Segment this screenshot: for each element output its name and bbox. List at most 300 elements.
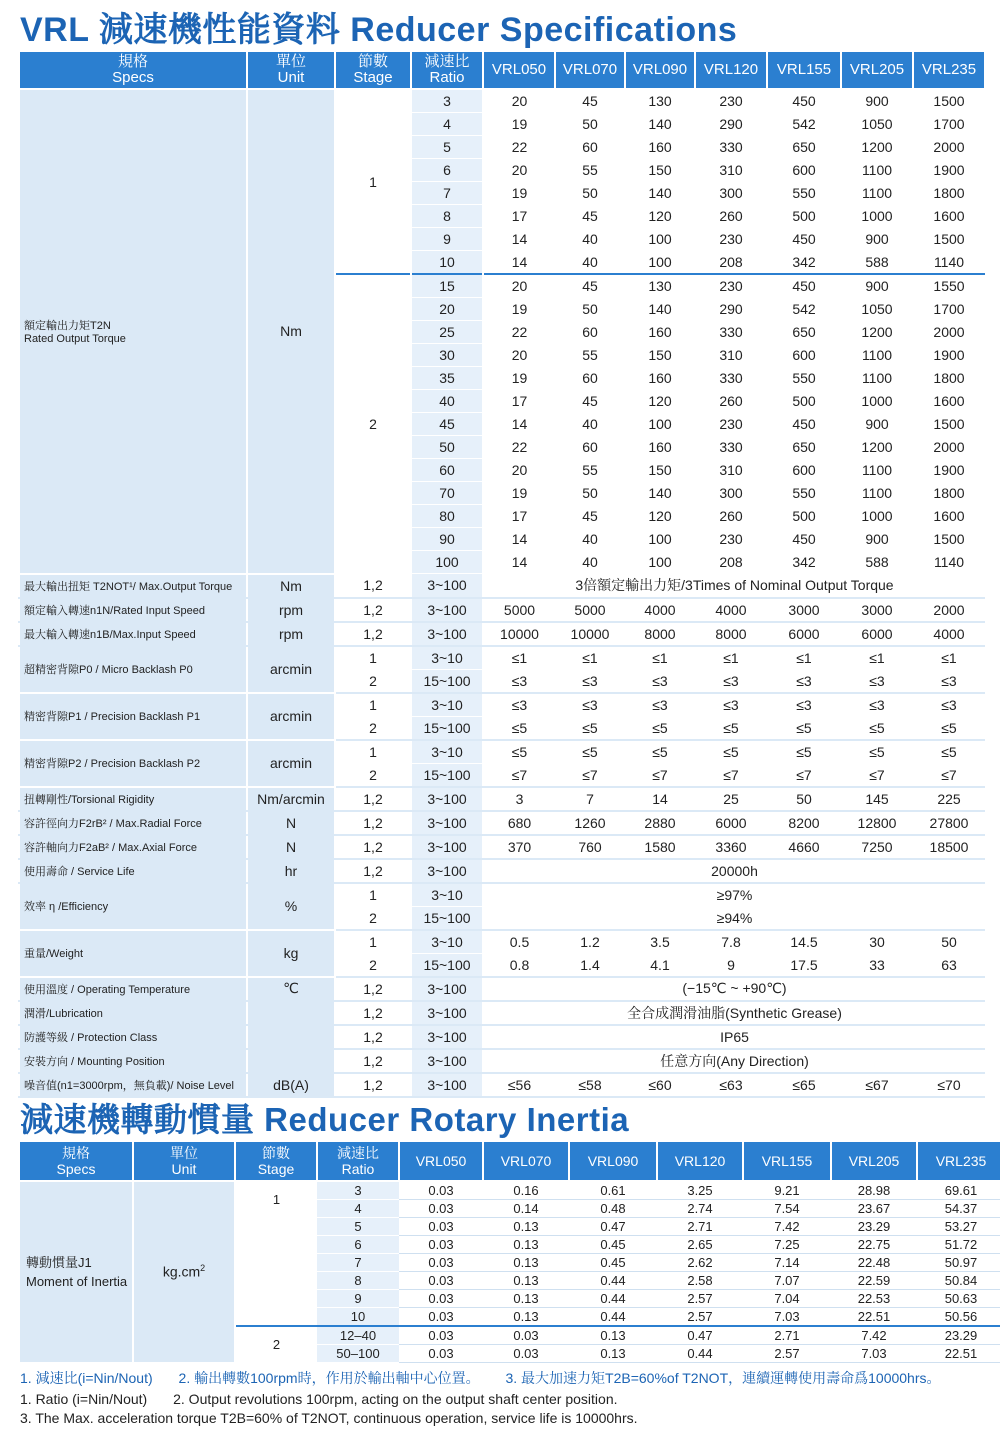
value-cell: 8000 xyxy=(625,622,695,646)
value-cell: ≤1 xyxy=(695,646,767,670)
value-cell: 100 xyxy=(625,413,695,436)
value-cell: 2.57 xyxy=(657,1290,743,1308)
stage-cell: 1,2 xyxy=(335,859,411,883)
value-cell: 3 xyxy=(483,787,555,811)
value-cell: ≤5 xyxy=(841,716,913,740)
ratio-cell: 15 xyxy=(411,274,483,298)
stage-cell: 1 xyxy=(335,693,411,717)
value-cell: 310 xyxy=(695,459,767,482)
ratio-cell: 70 xyxy=(411,482,483,505)
stage-cell: 1,2 xyxy=(335,977,411,1001)
value-cell: 50.97 xyxy=(917,1254,1000,1272)
value-cell: 2.71 xyxy=(743,1326,831,1345)
value-cell: 330 xyxy=(695,321,767,344)
value-cell: 1500 xyxy=(913,413,985,436)
value-cell: 140 xyxy=(625,182,695,205)
stage-cell: 2 xyxy=(335,669,411,693)
value-cell: 1900 xyxy=(913,159,985,182)
ratio-cell: 5 xyxy=(317,1218,399,1236)
value-cell: ≤1 xyxy=(767,646,841,670)
value-cell: 27800 xyxy=(913,811,985,835)
inertia-title: 減速機轉動慣量 Reducer Rotary Inertia xyxy=(20,1101,630,1138)
value-cell: 2000 xyxy=(913,436,985,459)
ratio-cell: 6 xyxy=(317,1236,399,1254)
value-cell: 1100 xyxy=(841,482,913,505)
value-cell: 542 xyxy=(767,113,841,136)
table-row xyxy=(19,859,985,883)
value-cell: 2.74 xyxy=(657,1200,743,1218)
value-cell: 22 xyxy=(483,321,555,344)
protection-label: 防護等級 / Protection Class xyxy=(19,1025,247,1049)
header-specs: 規格 Specs xyxy=(19,51,247,89)
note: 3. 最大加速力矩T2B=60%of T2NOT，連續運轉使用壽命爲10000hrs。 xyxy=(505,1370,941,1386)
value-cell: 7 xyxy=(555,787,625,811)
value-cell: 0.03 xyxy=(399,1236,483,1254)
unit-superscript: 2 xyxy=(200,1263,206,1274)
value-cell: 1900 xyxy=(913,344,985,367)
ratio-cell: 3~100 xyxy=(411,1001,483,1025)
value-cell: 0.44 xyxy=(569,1290,657,1308)
value-cell: 10000 xyxy=(483,622,555,646)
value-cell: 0.44 xyxy=(657,1345,743,1363)
unit-cell: Nm/arcmin xyxy=(247,787,335,811)
value-cell: 50.63 xyxy=(917,1290,1000,1308)
value-cell: ≤7 xyxy=(695,763,767,787)
ratio-cell: 3~100 xyxy=(411,859,483,883)
value-cell: 3360 xyxy=(695,835,767,859)
value-cell: 45 xyxy=(555,505,625,528)
value-cell: 100 xyxy=(625,528,695,551)
value-cell: 900 xyxy=(841,274,913,298)
value-cell: 260 xyxy=(695,390,767,413)
value-cell: 500 xyxy=(767,505,841,528)
value-cell: 25 xyxy=(695,787,767,811)
stage-cell-blank xyxy=(235,1218,317,1327)
value-cell: 230 xyxy=(695,89,767,113)
value-cell: 4.1 xyxy=(625,953,695,977)
value-cell: 140 xyxy=(625,298,695,321)
value-cell: 230 xyxy=(695,274,767,298)
ratio-cell: 100 xyxy=(411,551,483,574)
value-cell: 160 xyxy=(625,136,695,159)
ratio-cell: 6 xyxy=(411,159,483,182)
value-cell: 550 xyxy=(767,482,841,505)
value-cell: 19 xyxy=(483,113,555,136)
value-cell: 310 xyxy=(695,159,767,182)
table-row xyxy=(19,574,985,598)
value-cell: 290 xyxy=(695,298,767,321)
value-cell: ≤3 xyxy=(695,669,767,693)
value-cell: 23.29 xyxy=(917,1326,1000,1345)
value-cell: 22.51 xyxy=(831,1308,917,1327)
value-cell: ≤1 xyxy=(841,646,913,670)
value-cell: 1100 xyxy=(841,182,913,205)
value-cell: 330 xyxy=(695,367,767,390)
value-cell: 3.25 xyxy=(657,1181,743,1200)
value-cell: 0.13 xyxy=(483,1308,569,1327)
ratio-cell: 45 xyxy=(411,413,483,436)
rated-input-speed-label: 額定輸入轉速n1N/Rated Input Speed xyxy=(19,598,247,622)
value-cell: 150 xyxy=(625,159,695,182)
value-cell: 12800 xyxy=(841,811,913,835)
ratio-cell: 15~100 xyxy=(411,716,483,740)
value-cell: 1600 xyxy=(913,390,985,413)
value-cell: ≤1 xyxy=(483,646,555,670)
value-cell: 4660 xyxy=(767,835,841,859)
value-cell: 1800 xyxy=(913,482,985,505)
value-cell: 260 xyxy=(695,205,767,228)
ratio-cell: 3~10 xyxy=(411,883,483,907)
ratio-cell: 40 xyxy=(411,390,483,413)
value-cell: 140 xyxy=(625,113,695,136)
value-cell: 40 xyxy=(555,228,625,251)
value-cell: ≤1 xyxy=(625,646,695,670)
value-cell: 4000 xyxy=(695,598,767,622)
value-cell: 1600 xyxy=(913,505,985,528)
note: 1. 減速比(i=Nin/Nout) xyxy=(20,1370,153,1386)
value-cell: 1000 xyxy=(841,205,913,228)
value-cell: 45 xyxy=(555,274,625,298)
header-model: VRL155 xyxy=(767,51,841,89)
value-cell: 3.5 xyxy=(625,930,695,954)
value-cell: ≤3 xyxy=(767,669,841,693)
value-cell: 22.59 xyxy=(831,1272,917,1290)
value-cell: 208 xyxy=(695,551,767,574)
table-row xyxy=(19,883,985,907)
unit-cell: Nm xyxy=(247,574,335,598)
value-cell: 330 xyxy=(695,136,767,159)
stage-cell: 1,2 xyxy=(335,1073,411,1097)
value-cell: 450 xyxy=(767,413,841,436)
value-cell: 40 xyxy=(555,413,625,436)
value-cell: 1140 xyxy=(913,551,985,574)
value-cell: ≤7 xyxy=(483,763,555,787)
torsional-rigidity-label: 扭轉剛性/Torsional Rigidity xyxy=(19,787,247,811)
value-cell: 51.72 xyxy=(917,1236,1000,1254)
unit-cell: N xyxy=(247,811,335,835)
value-cell: 33 xyxy=(841,953,913,977)
ratio-cell: 3 xyxy=(317,1181,399,1200)
value-cell: 69.61 xyxy=(917,1181,1000,1200)
value-cell: 0.03 xyxy=(399,1181,483,1200)
value-cell: 2.62 xyxy=(657,1254,743,1272)
value-cell: 7.04 xyxy=(743,1290,831,1308)
value-cell: 1500 xyxy=(913,228,985,251)
value-cell: ≤58 xyxy=(555,1073,625,1097)
value-cell: 1200 xyxy=(841,321,913,344)
table-row xyxy=(19,977,985,1001)
value-cell: 55 xyxy=(555,459,625,482)
unit-cell xyxy=(247,1049,335,1073)
value-cell: 23.29 xyxy=(831,1218,917,1236)
table-row xyxy=(19,1025,985,1049)
header-stage: 節數 Stage xyxy=(235,1141,317,1181)
value-cell: 63 xyxy=(913,953,985,977)
value-cell: 1700 xyxy=(913,298,985,321)
ratio-cell: 15~100 xyxy=(411,763,483,787)
value-cell: 50 xyxy=(767,787,841,811)
value-cell: 53.27 xyxy=(917,1218,1000,1236)
value-cell: 7.54 xyxy=(743,1200,831,1218)
value-cell: ≤1 xyxy=(555,646,625,670)
value-cell: 2.57 xyxy=(743,1345,831,1363)
value-cell: 7.42 xyxy=(831,1326,917,1345)
value-cell: 2880 xyxy=(625,811,695,835)
value-cell: 7.8 xyxy=(695,930,767,954)
value-cell: 60 xyxy=(555,136,625,159)
value-cell: 3倍額定輸出力矩/3Times of Nominal Output Torque xyxy=(483,574,985,598)
value-cell: 0.03 xyxy=(399,1345,483,1363)
value-cell: ≤5 xyxy=(555,716,625,740)
value-cell: 20 xyxy=(483,344,555,367)
value-cell: 450 xyxy=(767,274,841,298)
ratio-cell: 8 xyxy=(317,1272,399,1290)
value-cell: 6000 xyxy=(841,622,913,646)
value-cell: (−15℃ ~ +90℃) xyxy=(483,977,985,1001)
inertia-label-en: Moment of Inertia xyxy=(26,1273,128,1289)
value-cell: 1000 xyxy=(841,505,913,528)
value-cell: 0.03 xyxy=(483,1345,569,1363)
notes-chinese xyxy=(20,1368,963,1388)
value-cell: ≤3 xyxy=(767,693,841,717)
value-cell: 50 xyxy=(555,298,625,321)
value-cell: 19 xyxy=(483,298,555,321)
ratio-cell: 15~100 xyxy=(411,953,483,977)
noise-level-label: 噪音值(n1=3000rpm，無負載)/ Noise Level xyxy=(19,1073,247,1097)
value-cell: 5000 xyxy=(555,598,625,622)
spec-label-rated-torque xyxy=(19,89,247,574)
value-cell: 100 xyxy=(625,228,695,251)
ratio-cell: 3~100 xyxy=(411,1025,483,1049)
value-cell: IP65 xyxy=(483,1025,985,1049)
header-model: VRL155 xyxy=(743,1141,831,1181)
unit-cell xyxy=(247,1001,335,1025)
unit-cell xyxy=(247,1025,335,1049)
table-row xyxy=(19,835,985,859)
ratio-cell: 90 xyxy=(411,528,483,551)
value-cell: 1100 xyxy=(841,367,913,390)
value-cell: 50.56 xyxy=(917,1308,1000,1327)
value-cell: 23.67 xyxy=(831,1200,917,1218)
value-cell: 60 xyxy=(555,321,625,344)
value-cell: 140 xyxy=(625,482,695,505)
value-cell: 50 xyxy=(555,113,625,136)
header-ratio: 減速比 Ratio xyxy=(411,51,483,89)
stage-cell: 1,2 xyxy=(335,574,411,598)
value-cell: 20 xyxy=(483,459,555,482)
header-unit: 單位 Unit xyxy=(133,1141,235,1181)
backlash-p2-label: 精密背隙P2 / Precision Backlash P2 xyxy=(19,740,247,787)
header-model: VRL205 xyxy=(831,1141,917,1181)
notes-english-2: 3. The Max. acceleration torque T2B=60% of T2NOT, continuous operation, service life is 10000hrs. xyxy=(20,1410,638,1426)
value-cell: 0.13 xyxy=(569,1326,657,1345)
value-cell: 0.45 xyxy=(569,1254,657,1272)
value-cell: 588 xyxy=(841,251,913,275)
ratio-cell: 3~10 xyxy=(411,646,483,670)
value-cell: 2000 xyxy=(913,321,985,344)
value-cell: 2.58 xyxy=(657,1272,743,1290)
value-cell: ≤3 xyxy=(913,693,985,717)
value-cell: 14 xyxy=(483,413,555,436)
ratio-cell: 3~100 xyxy=(411,574,483,598)
value-cell: 9 xyxy=(695,953,767,977)
value-cell: ≤7 xyxy=(841,763,913,787)
spec-table xyxy=(18,50,986,1098)
value-cell: 28.98 xyxy=(831,1181,917,1200)
ratio-cell: 10 xyxy=(317,1308,399,1327)
stage-cell: 1,2 xyxy=(335,598,411,622)
value-cell: ≤5 xyxy=(483,716,555,740)
header-model: VRL050 xyxy=(483,51,555,89)
spec-table-header xyxy=(19,51,985,89)
max-input-speed-label: 最大輸入轉速n1B/Max.Input Speed xyxy=(19,622,247,646)
value-cell: 100 xyxy=(625,251,695,275)
ratio-cell: 35 xyxy=(411,367,483,390)
value-cell: 0.03 xyxy=(399,1326,483,1345)
ratio-cell: 9 xyxy=(317,1290,399,1308)
inertia-table-header xyxy=(19,1141,1000,1181)
value-cell: 450 xyxy=(767,89,841,113)
backlash-p0-label: 超精密背隙P0 / Micro Backlash P0 xyxy=(19,646,247,693)
value-cell: 2.65 xyxy=(657,1236,743,1254)
value-cell: 0.03 xyxy=(399,1200,483,1218)
table-row xyxy=(19,622,985,646)
stage-cell: 1,2 xyxy=(335,1001,411,1025)
table-row xyxy=(19,1049,985,1073)
value-cell: 45 xyxy=(555,205,625,228)
header-unit: 單位 Unit xyxy=(247,51,335,89)
value-cell: 370 xyxy=(483,835,555,859)
value-cell: 40 xyxy=(555,251,625,275)
stage-cell: 2 xyxy=(335,763,411,787)
unit-cell: N xyxy=(247,835,335,859)
value-cell: ≤5 xyxy=(767,740,841,764)
stage-cell: 1,2 xyxy=(335,811,411,835)
value-cell: 1100 xyxy=(841,159,913,182)
value-cell: 160 xyxy=(625,436,695,459)
value-cell: ≤67 xyxy=(841,1073,913,1097)
value-cell: 5000 xyxy=(483,598,555,622)
value-cell: 14.5 xyxy=(767,930,841,954)
service-life-label: 使用壽命 / Service Life xyxy=(19,859,247,883)
value-cell: 150 xyxy=(625,344,695,367)
ratio-cell: 12–40 xyxy=(317,1326,399,1345)
value-cell: 1500 xyxy=(913,528,985,551)
value-cell: 8000 xyxy=(695,622,767,646)
value-cell: ≤5 xyxy=(555,740,625,764)
value-cell: ≤5 xyxy=(767,716,841,740)
weight-label: 重量/Weight xyxy=(19,930,247,977)
value-cell: 650 xyxy=(767,136,841,159)
header-model: VRL070 xyxy=(483,1141,569,1181)
operating-temp-label: 使用溫度 / Operating Temperature xyxy=(19,977,247,1001)
spec-title: VRL 減速機性能資料 Reducer Specifications xyxy=(20,11,738,49)
value-cell: 342 xyxy=(767,251,841,275)
stage-cell: 1 xyxy=(335,740,411,764)
value-cell: 45 xyxy=(555,89,625,113)
value-cell: 10000 xyxy=(555,622,625,646)
value-cell: 0.47 xyxy=(569,1218,657,1236)
value-cell: 450 xyxy=(767,228,841,251)
spec-table-body xyxy=(19,89,985,1097)
value-cell: 3000 xyxy=(841,598,913,622)
ratio-cell: 3~100 xyxy=(411,835,483,859)
value-cell: 60 xyxy=(555,367,625,390)
value-cell: 760 xyxy=(555,835,625,859)
value-cell: 1140 xyxy=(913,251,985,275)
value-cell: ≤3 xyxy=(625,669,695,693)
value-cell: 900 xyxy=(841,413,913,436)
value-cell: 19 xyxy=(483,367,555,390)
value-cell: 任意方向(Any Direction) xyxy=(483,1049,985,1073)
value-cell: 310 xyxy=(695,344,767,367)
value-cell: ≤3 xyxy=(695,693,767,717)
ratio-cell: 3~10 xyxy=(411,930,483,954)
value-cell: 0.5 xyxy=(483,930,555,954)
value-cell: 230 xyxy=(695,528,767,551)
value-cell: 2.71 xyxy=(657,1218,743,1236)
value-cell: 300 xyxy=(695,182,767,205)
stage-cell: 1 xyxy=(335,930,411,954)
value-cell: 1100 xyxy=(841,344,913,367)
stage-cell: 1 xyxy=(235,1181,317,1218)
ratio-cell: 3~100 xyxy=(411,622,483,646)
value-cell: 0.03 xyxy=(483,1326,569,1345)
value-cell: 450 xyxy=(767,528,841,551)
unit-cell: ℃ xyxy=(247,977,335,1001)
stage-cell: 2 xyxy=(335,274,411,574)
notes-english-1 xyxy=(20,1391,640,1407)
value-cell: ≤7 xyxy=(767,763,841,787)
inertia-table-body xyxy=(19,1181,1000,1363)
value-cell: 2000 xyxy=(913,136,985,159)
value-cell: ≤5 xyxy=(913,716,985,740)
value-cell: 22 xyxy=(483,136,555,159)
value-cell: 20000h xyxy=(483,859,985,883)
unit-cell: arcmin xyxy=(247,646,335,693)
stage-cell: 1 xyxy=(335,89,411,274)
value-cell: 150 xyxy=(625,459,695,482)
value-cell: 30 xyxy=(841,930,913,954)
unit-cell: dB(A) xyxy=(247,1073,335,1097)
value-cell: 0.16 xyxy=(483,1181,569,1200)
value-cell: 14 xyxy=(625,787,695,811)
value-cell: 160 xyxy=(625,321,695,344)
ratio-cell: 50–100 xyxy=(317,1345,399,1363)
value-cell: ≤7 xyxy=(555,763,625,787)
value-cell: 0.14 xyxy=(483,1200,569,1218)
ratio-cell: 5 xyxy=(411,136,483,159)
value-cell: 160 xyxy=(625,367,695,390)
value-cell: 17.5 xyxy=(767,953,841,977)
header-stage: 節數 Stage xyxy=(335,51,411,89)
stage-cell: 2 xyxy=(335,953,411,977)
ratio-cell: 20 xyxy=(411,298,483,321)
value-cell: 4000 xyxy=(625,598,695,622)
value-cell: 40 xyxy=(555,551,625,574)
value-cell: 9.21 xyxy=(743,1181,831,1200)
header-model: VRL090 xyxy=(569,1141,657,1181)
value-cell: ≤3 xyxy=(625,693,695,717)
table-row xyxy=(19,930,985,954)
value-cell: 20 xyxy=(483,274,555,298)
value-cell: 0.61 xyxy=(569,1181,657,1200)
value-cell: 50 xyxy=(555,482,625,505)
value-cell: 145 xyxy=(841,787,913,811)
backlash-p1-label: 精密背隙P1 / Precision Backlash P1 xyxy=(19,693,247,740)
value-cell: 0.03 xyxy=(399,1218,483,1236)
value-cell: 1200 xyxy=(841,136,913,159)
